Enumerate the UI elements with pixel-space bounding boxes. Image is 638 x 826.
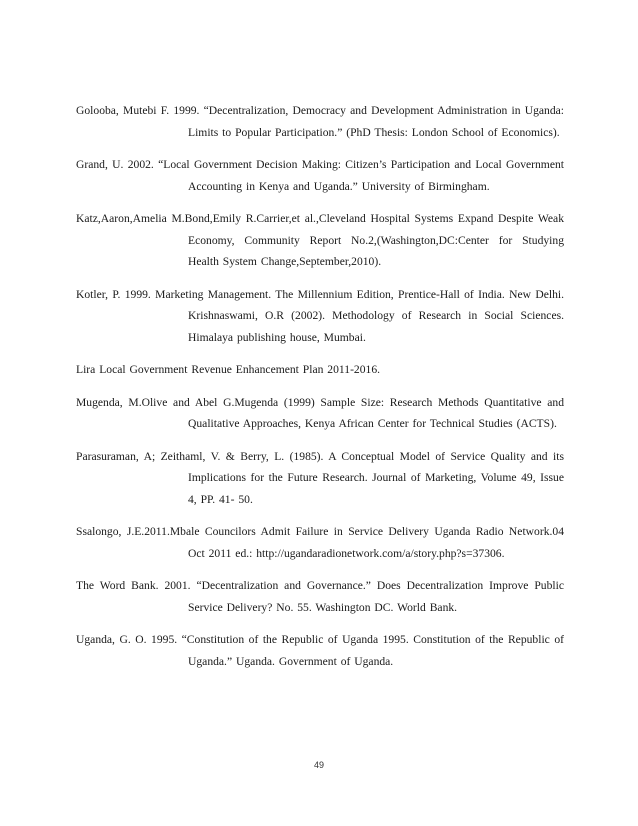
reference-list — [76, 100, 564, 683]
reference-entry: Mugenda, M.Olive and Abel G.Mugenda (1999) Sample Size: Research Methods Quantitative and Qualitative Approaches, Kenya African Center for Technical Studies (ACTS). — [76, 395, 564, 430]
page-number: 49 — [313, 760, 324, 770]
reference-entry: Grand, U. 2002. “Local Government Decision Making: Citizen’s Participation and Local Government Accounting in Kenya and Uganda.” University of Birmingham. — [76, 158, 564, 193]
reference-entry: Katz,Aaron,Amelia M.Bond,Emily R.Carrier,et al.,Cleveland Hospital Systems Expand Despite Weak Economy, Community Report No.2,(Washington,DC:Center for Studying Health System Change,September,2010). — [76, 212, 564, 268]
reference-entry: Lira Local Government Revenue Enhancement Plan 2011-2016. — [76, 363, 381, 376]
reference-entry: Parasuraman, A; Zeithaml, V. & Berry, L. (1985). A Conceptual Model of Service Quality and its Implications for the Future Research. Journal of Marketing, Volume 49, Issue 4, PP. 41- 50. — [76, 449, 564, 506]
reference-entry: Uganda, G. O. 1995. “Constitution of the Republic of Uganda 1995. Constitution of the Republic of Uganda.” Uganda. Government of Uganda. — [76, 633, 564, 668]
reference-entry: Kotler, P. 1999. Marketing Management. The Millennium Edition, Prentice-Hall of India. New Delhi. Krishnaswami, O.R (2002). Methodology of Research in Social Sciences. Himalaya publishing house, Mumbai. — [76, 287, 564, 344]
reference-entry: The Word Bank. 2001. “Decentralization and Governance.” Does Decentralization Improve Public Service Delivery? No. 55. Washington DC. World Bank. — [76, 579, 564, 614]
reference-entry: Ssalongo, J.E.2011.Mbale Councilors Admit Failure in Service Delivery Uganda Radio Network.04 Oct 2011 ed.: http://ugandaradionetwork.com/a/story.php?s=37306. — [76, 525, 564, 560]
reference-entry: Golooba, Mutebi F. 1999. “Decentralization, Democracy and Development Administration in Uganda: Limits to Popular Participation.” (PhD Thesis: London School of Economics). — [76, 104, 564, 139]
